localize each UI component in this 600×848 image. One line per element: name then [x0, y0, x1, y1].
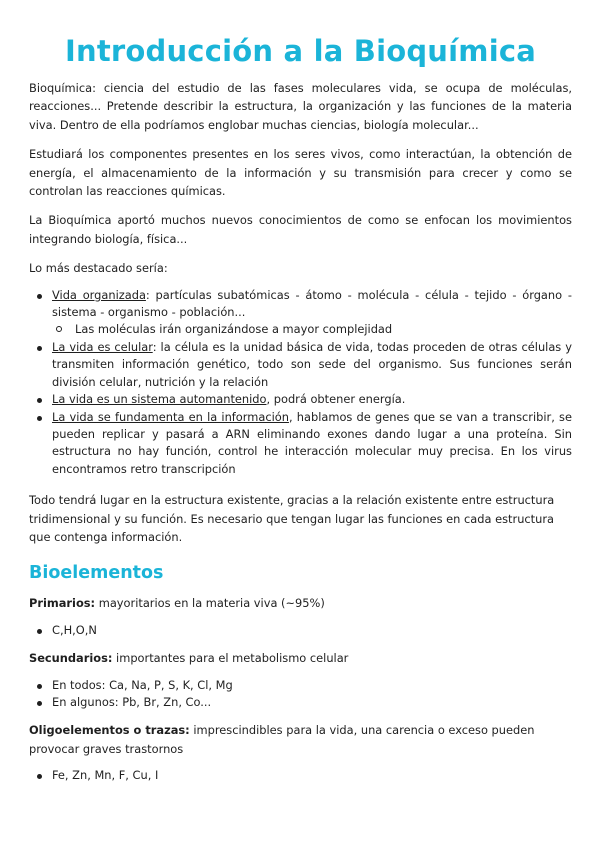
oligo-text: imprescindibles para la vida, una carencia o exceso pueden provocar graves trastornos: [29, 723, 535, 756]
sub-list-item: Las moléculas irán organizándose a mayor complejidad: [52, 321, 572, 338]
highlight-term: La vida es celular: [52, 339, 153, 354]
primarios-text: mayoritarios en la materia viva (~95%): [95, 596, 325, 611]
highlight-term: Vida organizada: [52, 287, 146, 302]
primarios-list: [29, 622, 572, 639]
list-item: C,H,O,N: [29, 622, 572, 639]
intro-paragraph-1: Bioquímica: ciencia del estudio de las fases moleculares vida, se ocupa de moléculas, reacciones... Pretende describir la estructura, la organización y las funciones de la materia viva. Dentro de ella podríamos englobar muchas ciencias, biología molecular...: [29, 81, 572, 132]
list-item: [29, 391, 572, 408]
list-item: [29, 339, 572, 391]
intro-paragraph-4: Lo más destacado sería:: [29, 261, 168, 276]
highlight-term: La vida es un sistema automantenido: [52, 392, 267, 407]
highlight-text: : partículas subatómicas - átomo - molécula - célula - tejido - órgano - sistema - organismo - población...: [52, 287, 572, 320]
page-title: Introducción a la Bioquímica: [64, 34, 537, 68]
list-item: En algunos: Pb, Br, Zn, Co...: [29, 694, 572, 711]
sub-list: [52, 321, 572, 338]
list-item: En todos: Ca, Na, P, S, K, Cl, Mg: [29, 677, 572, 694]
primarios-label: Primarios:: [29, 596, 96, 611]
list-item: [29, 287, 572, 339]
secundarios-list: [29, 677, 572, 712]
list-item: Fe, Zn, Mn, F, Cu, I: [29, 767, 572, 784]
secundarios-paragraph: [29, 649, 572, 667]
highlight-text: , podrá obtener energía.: [266, 392, 406, 407]
intro-paragraph-3: La Bioquímica aportó muchos nuevos conocimientos de como se enfocan los movimientos integrando biología, física...: [29, 213, 572, 246]
list-item: [29, 409, 572, 479]
intro-paragraph-2: Estudiará los componentes presentes en los seres vivos, como interactúan, la obtención de energía, el almacenamiento de la información y su transmisión para crecer y como se controlan las reacciones químicas.: [29, 147, 572, 199]
highlight-text: : la célula es la unidad básica de vida, todas proceden de otras células y transmiten información genético, todo son sede del organismo. Sus funciones serán división celular, nutrición y la relación: [52, 339, 572, 389]
highlight-term: La vida se fundamenta en la información: [52, 409, 289, 424]
highlights-list: [29, 287, 572, 478]
secundarios-text: importantes para el metabolismo celular: [112, 651, 349, 666]
highlight-text: , hablamos de genes que se van a transcribir, se pueden replicar y pasará a ARN eliminando exones dando lugar a una proteína. Sin estructura no hay función, control he interacción molecular muy precisa. En los virus encontramos retro transcripción: [52, 409, 572, 476]
section-heading-bioelementos: Bioelementos: [29, 563, 164, 584]
primarios-paragraph: [29, 594, 572, 612]
oligo-label: Oligoelementos o trazas:: [29, 723, 190, 738]
oligo-list: [29, 767, 572, 784]
closing-paragraph: Todo tendrá lugar en la estructura existente, gracias a la relación existente entre estructura tridimensional y su función. Es necesario que tengan lugar las funciones en cada estructura que contenga información.: [29, 493, 555, 544]
oligo-paragraph: [29, 721, 572, 758]
secundarios-label: Secundarios:: [29, 651, 113, 666]
